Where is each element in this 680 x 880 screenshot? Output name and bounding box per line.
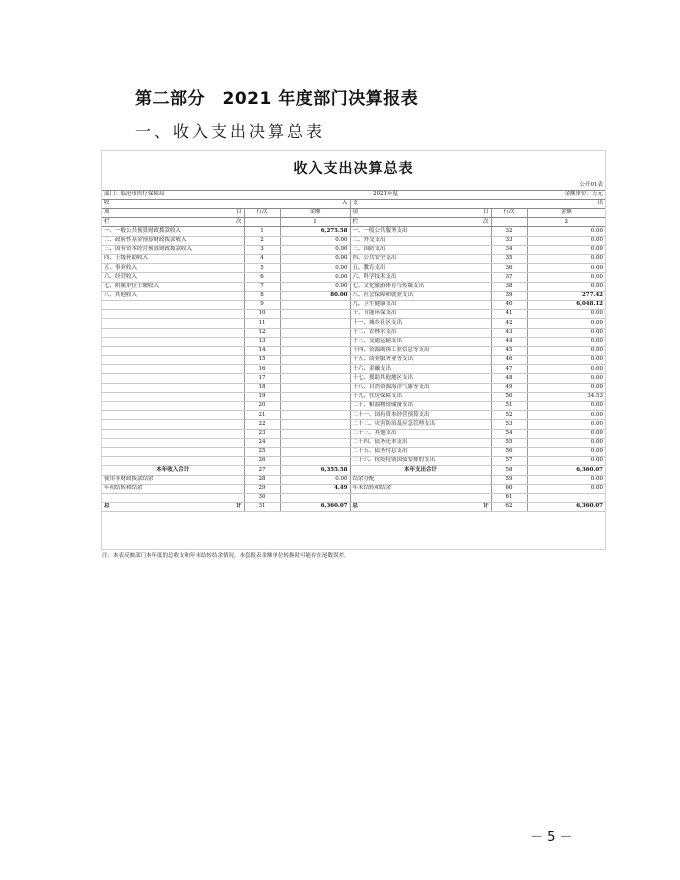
column-label-end: 次	[482, 218, 489, 225]
item-col-header-end: 目	[235, 209, 242, 216]
expense-amount: 0.00	[527, 346, 605, 355]
expense-row-index: 51	[491, 402, 527, 411]
expense-item: 本年支出合计	[350, 466, 491, 475]
expense-row-index: 59	[491, 475, 527, 484]
income-amount: 4.49	[280, 484, 350, 493]
expense-item: 七、文化旅游体育与传媒支出	[350, 282, 491, 291]
expense-row-index: 42	[491, 319, 527, 328]
income-amount	[280, 420, 350, 429]
income-row-index: 8	[244, 291, 280, 300]
grand-total-start: 总	[104, 503, 110, 510]
table-row	[102, 466, 605, 475]
expense-row-index: 41	[491, 310, 527, 319]
income-row-index: 29	[244, 484, 280, 493]
table-row	[102, 356, 605, 365]
income-grand-total-label	[102, 503, 244, 512]
expense-row-index: 58	[491, 466, 527, 475]
expense-item: 十九、住房保障支出	[350, 392, 491, 401]
expense-item: 十五、商业服务业等支出	[350, 356, 491, 365]
expense-item: 二十一、国有资本经营预算支出	[350, 411, 491, 420]
table-row	[102, 337, 605, 346]
grand-total-end: 计	[235, 503, 242, 510]
income-item	[102, 457, 244, 466]
expense-item: 结余分配	[350, 475, 491, 484]
expense-grand-total: 6,360.07	[527, 503, 605, 512]
income-amount	[280, 392, 350, 401]
expense-row-index: 40	[491, 300, 527, 309]
expense-item: 十、节能环保支出	[350, 310, 491, 319]
department-label: 部门：临沧市医疗保障局	[102, 190, 280, 199]
income-amount	[280, 365, 350, 374]
income-item	[102, 493, 244, 502]
income-amount	[280, 493, 350, 502]
expense-amount: 0.00	[527, 255, 605, 264]
income-row-index: 20	[244, 402, 280, 411]
income-amount	[280, 319, 350, 328]
income-item	[102, 337, 244, 346]
income-row-index: 1	[244, 227, 280, 236]
expense-item: 二十三、其他支出	[350, 429, 491, 438]
table-row	[102, 227, 605, 236]
income-amount	[280, 411, 350, 420]
expense-item: 二十五、债务付息支出	[350, 447, 491, 456]
income-amount	[280, 402, 350, 411]
expense-amount: 0.00	[527, 282, 605, 291]
fiscal-year: 2021年度	[280, 190, 491, 199]
expense-item: 二十、粮油物资储备支出	[350, 402, 491, 411]
expense-row-index: 36	[491, 264, 527, 273]
table-row	[102, 447, 605, 456]
income-item	[102, 319, 244, 328]
income-amount	[280, 429, 350, 438]
item-col-header: 项	[352, 209, 359, 216]
table-row	[102, 264, 605, 273]
expense-row-index: 50	[491, 392, 527, 401]
income-amount: 0.00	[280, 255, 350, 264]
expense-amount: 0.00	[527, 402, 605, 411]
income-amount: 80.00	[280, 291, 350, 300]
income-row-index: 27	[244, 466, 280, 475]
table-row	[102, 255, 605, 264]
report-table-frame	[101, 150, 606, 550]
income-amount	[280, 447, 350, 456]
income-item	[102, 365, 244, 374]
expense-item: 二十二、灾害防治及应急管理支出	[350, 420, 491, 429]
expense-amount: 0.00	[527, 475, 605, 484]
income-row-index: 28	[244, 475, 280, 484]
income-item	[102, 356, 244, 365]
expense-amount: 277.42	[527, 291, 605, 300]
grand-total-start: 总	[352, 503, 359, 510]
table-row	[102, 282, 605, 291]
income-item: 七、附属单位上缴收入	[102, 282, 244, 291]
income-item	[102, 438, 244, 447]
income-row-index: 7	[244, 282, 280, 291]
grand-total-row	[102, 503, 605, 512]
expense-amount: 0.00	[527, 374, 605, 383]
header-row-column-numbers	[102, 218, 605, 227]
income-row-index: 15	[244, 356, 280, 365]
table-row	[102, 438, 605, 447]
expense-amount: 0.00	[527, 484, 605, 493]
income-amount	[280, 383, 350, 392]
expense-row-index: 62	[491, 503, 527, 512]
income-item: 六、经营收入	[102, 273, 244, 282]
expense-amount: 6,360.07	[527, 466, 605, 475]
table-row	[102, 328, 605, 337]
table-row	[102, 475, 605, 484]
income-row-index: 18	[244, 383, 280, 392]
expense-amount: 0.00	[527, 264, 605, 273]
expense-amount: 0.00	[527, 236, 605, 245]
expense-item: 二十六、抗疫特别国债安排的支出	[350, 457, 491, 466]
income-item: 本年收入合计	[102, 466, 244, 475]
table-row	[102, 411, 605, 420]
income-amount	[280, 438, 350, 447]
income-amount	[280, 337, 350, 346]
column-label-end: 次	[235, 218, 242, 225]
expense-amount: 0.00	[527, 429, 605, 438]
expense-row-index: 35	[491, 255, 527, 264]
income-row-index: 6	[244, 273, 280, 282]
item-col-header-end: 目	[482, 209, 489, 216]
header-row-meta	[102, 190, 605, 199]
income-row-index: 23	[244, 429, 280, 438]
table-row	[102, 374, 605, 383]
expense-amount: 0.00	[527, 383, 605, 392]
table-row	[102, 245, 605, 254]
income-amount: 6,355.58	[280, 466, 350, 475]
expense-item: 十六、金融支出	[350, 365, 491, 374]
income-amount	[280, 356, 350, 365]
income-item: 三、国有资本经营预算财政拨款收入	[102, 245, 244, 254]
expense-item: 五、教育支出	[350, 264, 491, 273]
expense-item: 十一、城乡社区支出	[350, 319, 491, 328]
expense-row-index: 39	[491, 291, 527, 300]
expense-row-index: 57	[491, 457, 527, 466]
table-row	[102, 493, 605, 502]
expense-row-index: 54	[491, 429, 527, 438]
income-amount: 0.00	[280, 236, 350, 245]
income-item: 五、事业收入	[102, 264, 244, 273]
table-row	[102, 392, 605, 401]
expense-item: 一、一般公共服务支出	[350, 227, 491, 236]
expense-item	[350, 493, 491, 502]
income-amount	[280, 346, 350, 355]
expense-amount: 0.00	[527, 337, 605, 346]
expense-amount: 0.00	[527, 411, 605, 420]
column-number: 2	[527, 218, 605, 227]
amount-col-header: 金额	[280, 209, 350, 218]
expense-amount: 0.00	[527, 457, 605, 466]
table-row	[102, 383, 605, 392]
expense-row-index: 45	[491, 346, 527, 355]
expense-section-label-end: 出	[597, 200, 604, 207]
report-title: 收入支出决算总表	[293, 161, 414, 177]
expense-item: 九、卫生健康支出	[350, 300, 491, 309]
income-row-index: 14	[244, 346, 280, 355]
expense-row-index: 43	[491, 328, 527, 337]
income-row-index: 13	[244, 337, 280, 346]
expense-item: 十四、资源勘探工业信息等支出	[350, 346, 491, 355]
income-item	[102, 447, 244, 456]
income-amount	[280, 457, 350, 466]
expense-row-index: 60	[491, 484, 527, 493]
column-label: 栏	[104, 218, 110, 225]
expense-amount: 0.00	[527, 245, 605, 254]
header-row-sections	[102, 199, 605, 208]
income-amount	[280, 374, 350, 383]
income-row-index: 10	[244, 310, 280, 319]
expense-row-index: 48	[491, 374, 527, 383]
income-item	[102, 328, 244, 337]
income-amount: 0.00	[280, 273, 350, 282]
expense-row-index: 53	[491, 420, 527, 429]
income-row-index: 30	[244, 493, 280, 502]
expense-item: 三、国防支出	[350, 245, 491, 254]
income-row-index: 19	[244, 392, 280, 401]
income-row-index: 25	[244, 447, 280, 456]
income-amount: 0.00	[280, 245, 350, 254]
income-row-index: 12	[244, 328, 280, 337]
income-row-index: 24	[244, 438, 280, 447]
income-item	[102, 346, 244, 355]
index-col-header: 行次	[244, 209, 280, 218]
expense-amount: 0.00	[527, 420, 605, 429]
table-row	[102, 300, 605, 309]
table-row	[102, 291, 605, 300]
expense-row-index: 46	[491, 356, 527, 365]
header-row-columns	[102, 209, 605, 218]
income-item	[102, 374, 244, 383]
expense-row-index: 34	[491, 245, 527, 254]
income-item	[102, 383, 244, 392]
expense-row-index: 61	[491, 493, 527, 502]
expense-item: 十七、援助其他地区支出	[350, 374, 491, 383]
table-row	[102, 319, 605, 328]
table-row	[102, 365, 605, 374]
income-item: 年初结转和结余	[102, 484, 244, 493]
income-item	[102, 411, 244, 420]
table-row	[102, 420, 605, 429]
income-item	[102, 429, 244, 438]
expense-row-index: 52	[491, 411, 527, 420]
expense-amount: 0.00	[527, 328, 605, 337]
income-row-index: 9	[244, 300, 280, 309]
table-row	[102, 457, 605, 466]
expense-amount: 0.00	[527, 273, 605, 282]
income-item: 二、政府性基金预算财政拨款收入	[102, 236, 244, 245]
table-body	[102, 181, 605, 512]
expense-row-index: 32	[491, 227, 527, 236]
table-row	[102, 429, 605, 438]
expense-row-index: 47	[491, 365, 527, 374]
expense-row-index: 55	[491, 438, 527, 447]
expense-item: 二十四、债务还本支出	[350, 438, 491, 447]
expense-item: 六、科学技术支出	[350, 273, 491, 282]
table-row	[102, 346, 605, 355]
expense-row-index: 38	[491, 282, 527, 291]
table-footnote: 注：本表反映部门本年度的总收支和年末结转结余情况。本套报表金额单位转换时可能存在尾数误差。	[102, 553, 350, 559]
expense-item: 年末结转和结余	[350, 484, 491, 493]
expense-section-label: 支	[352, 200, 359, 207]
income-amount	[280, 310, 350, 319]
item-col-header: 项	[104, 209, 110, 216]
expense-row-index: 44	[491, 337, 527, 346]
income-amount: 6,275.58	[280, 227, 350, 236]
income-section-label: 收	[104, 200, 110, 207]
table-row	[102, 236, 605, 245]
expense-amount: 6,048.12	[527, 300, 605, 309]
income-amount: 0.00	[280, 282, 350, 291]
form-code: 公开01表	[527, 181, 605, 190]
income-item: 使用非财政拨款结余	[102, 475, 244, 484]
expense-amount: 0.00	[527, 227, 605, 236]
table-row	[102, 273, 605, 282]
expense-grand-total-label	[350, 503, 491, 512]
amount-col-header: 金额	[527, 209, 605, 218]
expense-item: 十三、交通运输支出	[350, 337, 491, 346]
column-label: 栏	[352, 218, 359, 225]
income-row-index: 4	[244, 255, 280, 264]
expense-amount: 0.00	[527, 447, 605, 456]
income-row-index: 17	[244, 374, 280, 383]
expense-amount: 0.00	[527, 319, 605, 328]
income-item	[102, 310, 244, 319]
header-row-form-code	[102, 181, 605, 190]
income-item: 四、上级补助收入	[102, 255, 244, 264]
income-row-index: 21	[244, 411, 280, 420]
grand-total-end: 计	[482, 503, 489, 510]
expense-item: 十二、农林水支出	[350, 328, 491, 337]
expense-amount: 34.53	[527, 392, 605, 401]
index-col-header: 行次	[491, 209, 527, 218]
income-amount	[280, 328, 350, 337]
expense-item: 四、公共安全支出	[350, 255, 491, 264]
expense-row-index: 49	[491, 383, 527, 392]
expense-item: 八、社会保障和就业支出	[350, 291, 491, 300]
expense-amount	[527, 493, 605, 502]
expense-row-index: 37	[491, 273, 527, 282]
income-amount: 0.00	[280, 264, 350, 273]
income-item	[102, 300, 244, 309]
expense-row-index: 56	[491, 447, 527, 456]
expense-item: 十八、自然资源海洋气象等支出	[350, 383, 491, 392]
section-heading: 一、收入支出决算总表	[135, 122, 326, 141]
expense-amount: 0.00	[527, 356, 605, 365]
income-item: 八、其他收入	[102, 291, 244, 300]
income-item	[102, 402, 244, 411]
income-row-index: 22	[244, 420, 280, 429]
expense-row-index: 33	[491, 236, 527, 245]
income-expense-table	[102, 181, 605, 512]
income-item: 一、一般公共预算财政拨款收入	[102, 227, 244, 236]
income-item	[102, 392, 244, 401]
expense-amount: 0.00	[527, 310, 605, 319]
table-row	[102, 310, 605, 319]
income-grand-total: 6,360.07	[280, 503, 350, 512]
expense-item: 二、外交支出	[350, 236, 491, 245]
income-row-index: 2	[244, 236, 280, 245]
income-amount	[280, 300, 350, 309]
income-row-index: 26	[244, 457, 280, 466]
income-item	[102, 420, 244, 429]
table-row	[102, 484, 605, 493]
income-amount: 0.00	[280, 475, 350, 484]
amount-unit: 金额单位：万元	[491, 190, 605, 199]
income-row-index: 5	[244, 264, 280, 273]
page-number: － 5 －	[530, 830, 573, 845]
income-row-index: 16	[244, 365, 280, 374]
income-row-index: 31	[244, 503, 280, 512]
page-heading: 第二部分 2021 年度部门决算报表	[135, 89, 419, 109]
income-row-index: 3	[244, 245, 280, 254]
expense-amount: 0.00	[527, 438, 605, 447]
table-row	[102, 402, 605, 411]
income-row-index: 11	[244, 319, 280, 328]
expense-amount: 0.00	[527, 365, 605, 374]
column-number: 1	[280, 218, 350, 227]
income-section-label-end: 入	[341, 200, 348, 207]
